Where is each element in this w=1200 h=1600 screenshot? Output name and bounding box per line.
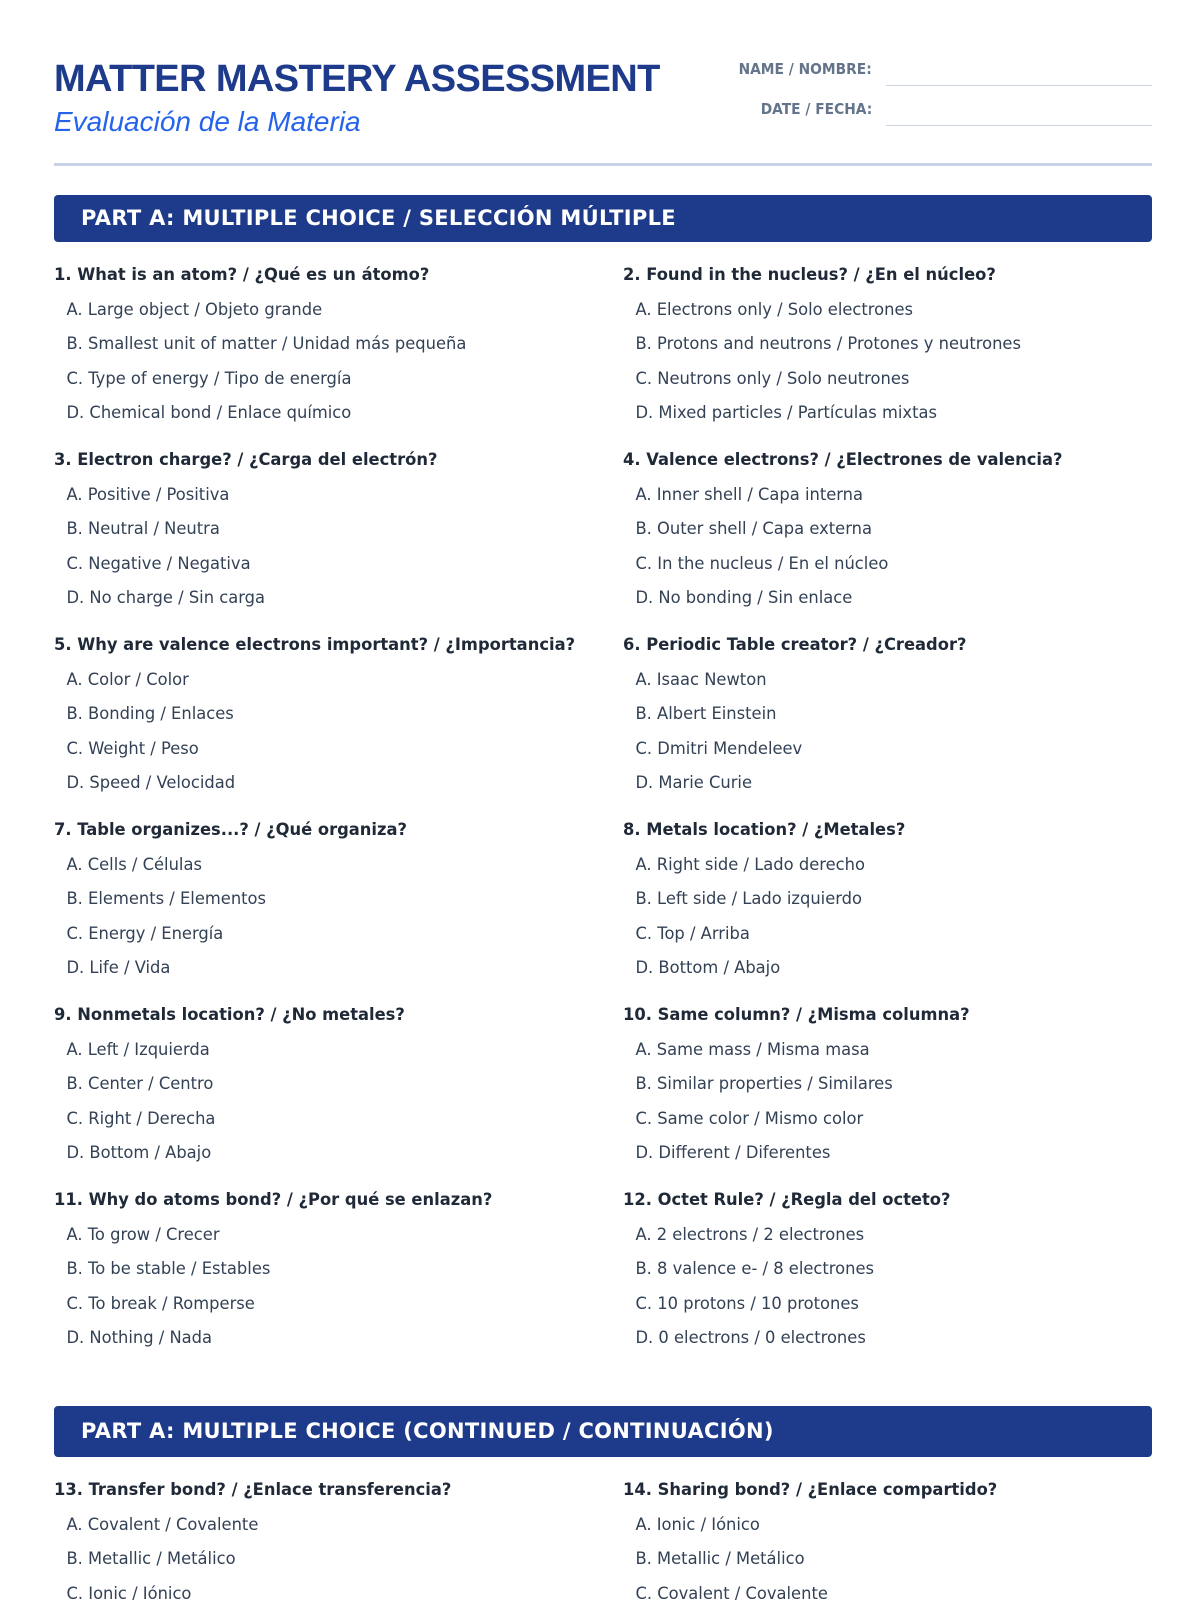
answer-option[interactable]: B. Left side / Lado izquierdo — [635, 889, 863, 910]
question-text: 11. Why do atoms bond? / ¿Por qué se enlazan? — [54, 1190, 493, 1210]
name-field[interactable] — [714, 54, 1152, 84]
answer-option[interactable]: A. Covalent / Covalente — [66, 1515, 259, 1535]
answer-option[interactable]: A. Cells / Células — [66, 855, 202, 875]
answer-option[interactable]: C. To break / Romperse — [66, 1293, 255, 1314]
answer-option[interactable]: A. Positive / Positiva — [66, 485, 230, 505]
answer-option[interactable]: C. Weight / Peso — [66, 738, 199, 759]
question-12 — [623, 1188, 1163, 1361]
answer-option[interactable]: D. Speed / Velocidad — [66, 772, 236, 793]
question-text: 12. Octet Rule? / ¿Regla del octeto? — [623, 1190, 951, 1210]
answer-option[interactable]: C. Ionic / Iónico — [66, 1583, 192, 1600]
section-title: PART A: MULTIPLE CHOICE / SELECCIÓN MÚLTIPLE — [81, 206, 676, 230]
answer-option[interactable]: B. Center / Centro — [66, 1074, 214, 1095]
answer-option[interactable]: B. Bonding / Enlaces — [66, 704, 234, 725]
answer-option[interactable]: B. Similar properties / Similares — [635, 1074, 893, 1095]
answer-option[interactable]: A. Left / Izquierda — [66, 1040, 210, 1060]
question-text: 13. Transfer bond? / ¿Enlace transferencia? — [54, 1480, 452, 1500]
answer-option[interactable]: B. Protons and neutrons / Protones y neutrones — [635, 334, 1021, 355]
question-text: 3. Electron charge? / ¿Carga del electrón? — [54, 450, 438, 470]
answer-option[interactable]: C. Dmitri Mendeleev — [635, 738, 803, 759]
answer-option[interactable]: B. Metallic / Metálico — [635, 1549, 805, 1570]
answer-option[interactable]: B. Neutral / Neutra — [66, 519, 220, 540]
answer-option[interactable]: C. Top / Arriba — [635, 923, 750, 944]
question-2 — [623, 263, 1163, 436]
answer-option[interactable]: D. Mixed particles / Partículas mixtas — [635, 402, 937, 423]
section-header-part-a — [54, 195, 1152, 242]
question-text: 6. Periodic Table creator? / ¿Creador? — [623, 635, 967, 655]
date-line[interactable] — [886, 125, 1152, 126]
name-line[interactable] — [886, 85, 1152, 86]
section-header-part-a-continued — [54, 1406, 1152, 1457]
question-text: 5. Why are valence electrons important? / ¿Importancia? — [54, 635, 576, 655]
answer-option[interactable]: D. Nothing / Nada — [66, 1327, 213, 1348]
question-10 — [623, 1003, 1163, 1176]
answer-option[interactable]: B. 8 valence e- / 8 electrones — [635, 1259, 874, 1280]
answer-option[interactable]: A. Large object / Objeto grande — [66, 300, 323, 320]
header-divider — [54, 163, 1152, 166]
question-3 — [54, 448, 594, 621]
answer-option[interactable]: D. Chemical bond / Enlace químico — [66, 402, 352, 423]
question-7 — [54, 818, 594, 991]
answer-option[interactable]: B. Outer shell / Capa externa — [635, 519, 872, 540]
answer-option[interactable]: A. Same mass / Misma masa — [635, 1040, 870, 1060]
question-text: 10. Same column? / ¿Misma columna? — [623, 1005, 970, 1025]
question-14 — [623, 1478, 1163, 1600]
answer-option[interactable]: D. 0 electrons / 0 electrones — [635, 1327, 866, 1348]
question-1 — [54, 263, 594, 436]
answer-option[interactable]: C. Negative / Negativa — [66, 553, 251, 574]
question-text: 8. Metals location? / ¿Metales? — [623, 820, 906, 840]
answer-option[interactable]: B. Metallic / Metálico — [66, 1549, 236, 1570]
answer-option[interactable]: A. Electrons only / Solo electrones — [635, 300, 914, 320]
answer-option[interactable]: D. Different / Diferentes — [635, 1142, 831, 1163]
page-title: MATTER MASTERY ASSESSMENT — [54, 58, 660, 100]
answer-option[interactable]: D. No bonding / Sin enlace — [635, 587, 853, 608]
section-title: PART A: MULTIPLE CHOICE (CONTINUED / CONTINUACIÓN) — [81, 1419, 774, 1443]
answer-option[interactable]: C. 10 protons / 10 protones — [635, 1293, 859, 1314]
answer-option[interactable]: D. Bottom / Abajo — [66, 1142, 212, 1163]
question-9 — [54, 1003, 594, 1176]
question-8 — [623, 818, 1163, 991]
answer-option[interactable]: C. In the nucleus / En el núcleo — [635, 553, 889, 574]
answer-option[interactable]: C. Right / Derecha — [66, 1108, 216, 1129]
answer-option[interactable]: A. 2 electrons / 2 electrones — [635, 1225, 865, 1245]
question-text: 9. Nonmetals location? / ¿No metales? — [54, 1005, 405, 1025]
answer-option[interactable]: D. Life / Vida — [66, 957, 171, 978]
answer-option[interactable]: B. Smallest unit of matter / Unidad más pequeña — [66, 334, 467, 355]
answer-option[interactable]: D. No charge / Sin carga — [66, 587, 266, 608]
answer-option[interactable]: A. Isaac Newton — [635, 670, 767, 690]
question-6 — [623, 633, 1163, 806]
answer-option[interactable]: A. Ionic / Iónico — [635, 1515, 760, 1535]
answer-option[interactable]: D. Bottom / Abajo — [635, 957, 781, 978]
answer-option[interactable]: C. Same color / Mismo color — [635, 1108, 864, 1129]
date-field[interactable] — [714, 94, 1152, 124]
answer-option[interactable]: C. Neutrons only / Solo neutrones — [635, 368, 910, 389]
page-subtitle: Evaluación de la Materia — [54, 106, 361, 137]
question-4 — [623, 448, 1163, 621]
date-label: DATE / FECHA: — [760, 100, 872, 118]
question-13 — [54, 1478, 594, 1600]
question-text: 1. What is an atom? / ¿Qué es un átomo? — [54, 265, 430, 285]
question-11 — [54, 1188, 594, 1361]
answer-option[interactable]: C. Covalent / Covalente — [635, 1583, 828, 1600]
answer-option[interactable]: C. Energy / Energía — [66, 923, 224, 944]
question-5 — [54, 633, 594, 806]
answer-option[interactable]: A. Color / Color — [66, 670, 189, 690]
question-text: 7. Table organizes...? / ¿Qué organiza? — [54, 820, 408, 840]
page-header — [54, 54, 1152, 166]
question-text: 14. Sharing bond? / ¿Enlace compartido? — [623, 1480, 998, 1500]
answer-option[interactable]: B. Albert Einstein — [635, 704, 777, 725]
question-text: 4. Valence electrons? / ¿Electrones de valencia? — [623, 450, 1063, 470]
answer-option[interactable]: B. Elements / Elementos — [66, 889, 267, 910]
answer-option[interactable]: D. Marie Curie — [635, 772, 752, 793]
question-text: 2. Found in the nucleus? / ¿En el núcleo? — [623, 265, 996, 285]
answer-option[interactable]: A. To grow / Crecer — [66, 1225, 220, 1245]
answer-option[interactable]: A. Right side / Lado derecho — [635, 855, 865, 875]
answer-option[interactable]: C. Type of energy / Tipo de energía — [66, 368, 352, 389]
answer-option[interactable]: B. To be stable / Estables — [66, 1259, 271, 1280]
answer-option[interactable]: A. Inner shell / Capa interna — [635, 485, 864, 505]
name-label: NAME / NOMBRE: — [738, 60, 872, 78]
